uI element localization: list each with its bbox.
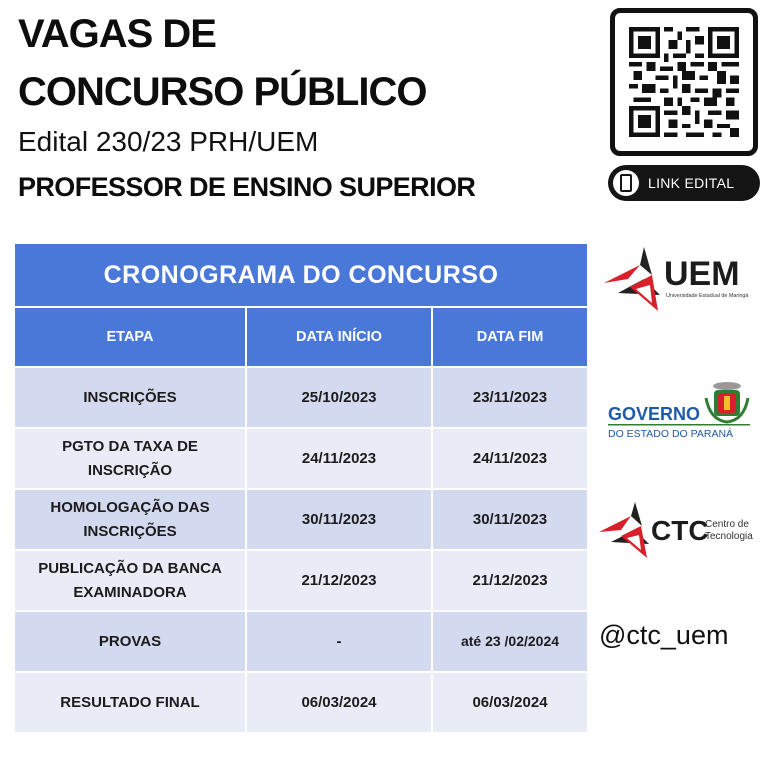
position-title: PROFESSOR DE ENSINO SUPERIOR bbox=[18, 172, 476, 202]
link-edital-label: LINK EDITAL bbox=[648, 175, 735, 191]
cell-data-inicio: 24/11/2023 bbox=[247, 429, 433, 490]
uem-emblem-icon bbox=[604, 247, 660, 311]
cell-etapa bbox=[15, 429, 247, 490]
cell-etapa bbox=[15, 368, 247, 429]
ctc-subtitle-line-1: Centro de bbox=[705, 519, 749, 530]
table-row bbox=[15, 673, 587, 734]
column-header-data-fim: DATA FIM bbox=[433, 308, 587, 368]
column-header-data-inicio: DATA INÍCIO bbox=[247, 308, 433, 368]
cell-data-inicio: 21/12/2023 bbox=[247, 551, 433, 612]
qr-code[interactable] bbox=[610, 8, 758, 156]
table-row bbox=[15, 429, 587, 490]
etapa-text-line-2: INSCRIÇÕES bbox=[83, 522, 177, 540]
cell-data-fim: 23/11/2023 bbox=[433, 368, 587, 429]
social-handle: @ctc_uem bbox=[599, 620, 729, 650]
etapa-text: PROVAS bbox=[98, 632, 162, 650]
column-header-etapa: ETAPA bbox=[15, 308, 247, 368]
table-caption: CRONOGRAMA DO CONCURSO bbox=[15, 244, 587, 308]
etapa-text-line-2: INSCRIÇÃO bbox=[87, 461, 173, 479]
governo-wordmark: GOVERNO bbox=[608, 404, 701, 424]
edital-reference: Edital 230/23 PRH/UEM bbox=[18, 126, 319, 157]
cell-data-fim: 30/11/2023 bbox=[433, 490, 587, 551]
link-edital-button[interactable] bbox=[608, 165, 760, 201]
etapa-text: HOMOLOGAÇÃO DAS bbox=[50, 498, 210, 516]
etapa-text: PGTO DA TAXA DE bbox=[62, 437, 198, 455]
parana-coat-of-arms-icon bbox=[706, 382, 748, 422]
uem-subtitle: Universidade Estadual de Maringá bbox=[666, 293, 749, 299]
phone-icon bbox=[613, 170, 639, 196]
uem-wordmark: UEM bbox=[664, 255, 740, 293]
cell-etapa bbox=[15, 490, 247, 551]
qr-code-icon bbox=[629, 27, 739, 137]
table-row bbox=[15, 612, 587, 673]
cell-data-fim: 21/12/2023 bbox=[433, 551, 587, 612]
cell-data-fim: 24/11/2023 bbox=[433, 429, 587, 490]
cell-etapa bbox=[15, 612, 247, 673]
ctc-emblem-icon bbox=[599, 502, 649, 558]
cell-data-inicio: 25/10/2023 bbox=[247, 368, 433, 429]
ctc-wordmark: CTC bbox=[651, 515, 709, 546]
cell-data-inicio: 30/11/2023 bbox=[247, 490, 433, 551]
page-title-line-1: VAGAS DE bbox=[18, 12, 216, 56]
table-row bbox=[15, 490, 587, 551]
etapa-text: PUBLICAÇÃO DA BANCA bbox=[38, 559, 222, 577]
table-row bbox=[15, 368, 587, 429]
cell-etapa bbox=[15, 551, 247, 612]
governo-parana-logo bbox=[606, 376, 758, 444]
etapa-text-line-2: EXAMINADORA bbox=[73, 583, 187, 601]
page-title-line-2: CONCURSO PÚBLICO bbox=[18, 70, 427, 114]
cell-data-fim: até 23 /02/2024 bbox=[433, 612, 587, 673]
table-row bbox=[15, 551, 587, 612]
cell-etapa bbox=[15, 673, 247, 734]
ctc-logo bbox=[597, 502, 757, 562]
etapa-text: RESULTADO FINAL bbox=[60, 693, 200, 711]
cell-data-inicio: - bbox=[247, 612, 433, 673]
schedule-table bbox=[15, 244, 587, 734]
etapa-text: INSCRIÇÕES bbox=[83, 388, 177, 406]
cell-data-inicio: 06/03/2024 bbox=[247, 673, 433, 734]
governo-subtitle: DO ESTADO DO PARANÁ bbox=[608, 428, 734, 440]
uem-logo bbox=[600, 245, 760, 317]
cell-data-fim: 06/03/2024 bbox=[433, 673, 587, 734]
ctc-subtitle-line-2: Tecnologia bbox=[705, 531, 753, 542]
